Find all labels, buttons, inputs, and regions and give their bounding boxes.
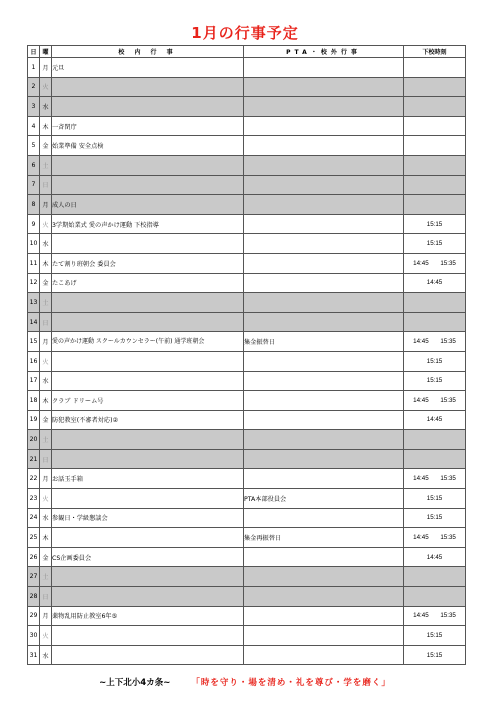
day-cell: 3: [28, 97, 40, 117]
school-event-cell: [52, 351, 244, 371]
weekday-cell: 日: [40, 175, 52, 195]
day-cell: 19: [28, 410, 40, 430]
day-cell: 15: [28, 332, 40, 352]
weekday-cell: 金: [40, 273, 52, 293]
weekday-column-header: 曜: [40, 46, 52, 58]
table-row: [28, 77, 466, 97]
dismissal-time-cell: [404, 77, 466, 97]
dismissal-time-cell: [404, 449, 466, 469]
school-event-cell: [52, 77, 244, 97]
table-row: [28, 371, 466, 391]
table-row: [28, 449, 466, 469]
dismissal-time-cell: 15:15: [404, 371, 466, 391]
pta-event-cell: [244, 116, 404, 136]
dismissal-time-cell: [404, 587, 466, 607]
table-row: [28, 97, 466, 117]
table-row: [28, 332, 466, 352]
dismissal-time-cell: [404, 58, 466, 78]
weekday-cell: 月: [40, 58, 52, 78]
day-cell: 8: [28, 195, 40, 215]
table-row: [28, 547, 466, 567]
table-row: [28, 155, 466, 175]
pta-event-cell: [244, 430, 404, 450]
dismissal-time-cell: 15:15: [404, 234, 466, 254]
school-event-cell: [52, 312, 244, 332]
school-event-cell: 一斉閉庁: [52, 116, 244, 136]
pta-event-cell: [244, 312, 404, 332]
school-event-cell: 愛の声かけ運動 スクールカウンセラー(午前) 通学班朝会: [52, 332, 244, 352]
day-cell: 31: [28, 645, 40, 665]
table-row: [28, 58, 466, 78]
day-cell: 1: [28, 58, 40, 78]
weekday-cell: 月: [40, 469, 52, 489]
pta-event-cell: [244, 155, 404, 175]
weekday-cell: 月: [40, 606, 52, 626]
school-event-cell: [52, 430, 244, 450]
school-events-column-header: 校 内 行 事: [52, 46, 244, 58]
table-row: [28, 469, 466, 489]
school-event-cell: たこあげ: [52, 273, 244, 293]
weekday-cell: 火: [40, 626, 52, 646]
table-row: [28, 528, 466, 548]
weekday-cell: 日: [40, 587, 52, 607]
school-event-cell: CS企画委員会: [52, 547, 244, 567]
dismissal-time-cell: 15:15: [404, 626, 466, 646]
weekday-cell: 火: [40, 214, 52, 234]
pta-event-cell: [244, 469, 404, 489]
weekday-cell: 土: [40, 430, 52, 450]
weekday-cell: 月: [40, 195, 52, 215]
day-cell: 20: [28, 430, 40, 450]
school-event-cell: たて割り班朝会 委員会: [52, 253, 244, 273]
dismissal-time-cell: 15:15: [404, 214, 466, 234]
pta-event-cell: [244, 410, 404, 430]
school-creed-title: ~上下北小4カ条~: [99, 678, 171, 688]
school-event-cell: [52, 567, 244, 587]
table-row: [28, 606, 466, 626]
pta-event-cell: [244, 645, 404, 665]
day-cell: 13: [28, 293, 40, 313]
dismissal-time-column-header: 下校時刻: [404, 46, 466, 58]
weekday-cell: 土: [40, 567, 52, 587]
pta-event-cell: [244, 175, 404, 195]
table-row: [28, 136, 466, 156]
day-cell: 27: [28, 567, 40, 587]
table-row: [28, 645, 466, 665]
calendar-body: [28, 58, 466, 665]
dismissal-time-cell: [404, 293, 466, 313]
day-cell: 24: [28, 508, 40, 528]
dismissal-time-cell: 14:45: [404, 273, 466, 293]
table-row: [28, 391, 466, 411]
pta-event-cell: [244, 77, 404, 97]
day-cell: 17: [28, 371, 40, 391]
day-cell: 12: [28, 273, 40, 293]
pta-event-cell: [244, 587, 404, 607]
pta-event-cell: [244, 626, 404, 646]
day-cell: 16: [28, 351, 40, 371]
pta-event-cell: [244, 293, 404, 313]
day-cell: 11: [28, 253, 40, 273]
weekday-cell: 水: [40, 97, 52, 117]
pta-event-cell: [244, 136, 404, 156]
day-cell: 5: [28, 136, 40, 156]
weekday-cell: 金: [40, 547, 52, 567]
weekday-cell: 木: [40, 253, 52, 273]
school-event-cell: 防犯教室(不審者対応)②: [52, 410, 244, 430]
school-event-cell: 参観日・学級懇談会: [52, 508, 244, 528]
weekday-cell: 木: [40, 391, 52, 411]
school-event-cell: 始業準備 安全点検: [52, 136, 244, 156]
dismissal-time-cell: 14:45 15:35: [404, 528, 466, 548]
day-cell: 10: [28, 234, 40, 254]
table-row: [28, 410, 466, 430]
day-cell: 26: [28, 547, 40, 567]
dismissal-time-cell: [404, 97, 466, 117]
school-event-cell: [52, 626, 244, 646]
school-motto: 「時を守り・場を清め・礼を尊び・学を磨く」: [191, 678, 391, 688]
table-row: [28, 312, 466, 332]
weekday-cell: 日: [40, 312, 52, 332]
dismissal-time-cell: [404, 136, 466, 156]
school-event-cell: [52, 371, 244, 391]
day-cell: 29: [28, 606, 40, 626]
footer: [0, 676, 490, 688]
pta-event-cell: 集金振替日: [244, 332, 404, 352]
weekday-cell: 金: [40, 410, 52, 430]
weekday-cell: 月: [40, 332, 52, 352]
school-event-cell: [52, 449, 244, 469]
pta-event-cell: [244, 58, 404, 78]
dismissal-time-cell: 15:15: [404, 351, 466, 371]
day-cell: 4: [28, 116, 40, 136]
school-event-cell: 3学期始業式 愛の声かけ運動 下校指導: [52, 214, 244, 234]
school-event-cell: [52, 587, 244, 607]
table-row: [28, 175, 466, 195]
weekday-cell: 水: [40, 508, 52, 528]
day-cell: 21: [28, 449, 40, 469]
table-row: [28, 489, 466, 509]
day-cell: 9: [28, 214, 40, 234]
school-event-cell: お話玉手箱: [52, 469, 244, 489]
pta-event-cell: [244, 273, 404, 293]
dismissal-time-cell: 15:15: [404, 645, 466, 665]
table-row: [28, 195, 466, 215]
table-row: [28, 116, 466, 136]
pta-event-cell: [244, 253, 404, 273]
day-cell: 2: [28, 77, 40, 97]
table-row: [28, 587, 466, 607]
table-row: [28, 351, 466, 371]
weekday-cell: 水: [40, 234, 52, 254]
dismissal-time-cell: [404, 430, 466, 450]
weekday-cell: 日: [40, 449, 52, 469]
dismissal-time-cell: [404, 175, 466, 195]
pta-event-cell: 集金再振替日: [244, 528, 404, 548]
table-row: [28, 508, 466, 528]
table-header-row: [28, 46, 466, 58]
dismissal-time-cell: 14:45 15:35: [404, 253, 466, 273]
pta-event-cell: [244, 449, 404, 469]
weekday-cell: 火: [40, 351, 52, 371]
pta-event-cell: [244, 606, 404, 626]
dismissal-time-cell: 14:45 15:35: [404, 606, 466, 626]
day-cell: 14: [28, 312, 40, 332]
pta-event-cell: [244, 214, 404, 234]
school-event-cell: [52, 645, 244, 665]
pta-events-column-header: PTA・校外行事: [244, 46, 404, 58]
day-cell: 25: [28, 528, 40, 548]
pta-event-cell: [244, 508, 404, 528]
dismissal-time-cell: [404, 312, 466, 332]
school-event-cell: 元旦: [52, 58, 244, 78]
day-cell: 22: [28, 469, 40, 489]
day-cell: 28: [28, 587, 40, 607]
pta-event-cell: PTA本部役員会: [244, 489, 404, 509]
pta-event-cell: [244, 391, 404, 411]
weekday-cell: 木: [40, 116, 52, 136]
day-column-header: 日: [28, 46, 40, 58]
table-row: [28, 273, 466, 293]
table-row: [28, 430, 466, 450]
weekday-cell: 土: [40, 293, 52, 313]
dismissal-time-cell: 15:15: [404, 489, 466, 509]
day-cell: 7: [28, 175, 40, 195]
dismissal-time-cell: [404, 195, 466, 215]
weekday-cell: 土: [40, 155, 52, 175]
pta-event-cell: [244, 547, 404, 567]
pta-event-cell: [244, 567, 404, 587]
table-row: [28, 214, 466, 234]
day-cell: 6: [28, 155, 40, 175]
table-row: [28, 253, 466, 273]
pta-event-cell: [244, 195, 404, 215]
event-calendar-table: [27, 45, 466, 665]
school-event-cell: [52, 293, 244, 313]
pta-event-cell: [244, 351, 404, 371]
school-event-cell: [52, 97, 244, 117]
school-event-cell: 薬物乱用防止教室6年⑤: [52, 606, 244, 626]
pta-event-cell: [244, 97, 404, 117]
weekday-cell: 金: [40, 136, 52, 156]
dismissal-time-cell: [404, 567, 466, 587]
weekday-cell: 火: [40, 77, 52, 97]
pta-event-cell: [244, 371, 404, 391]
school-event-cell: [52, 528, 244, 548]
weekday-cell: 水: [40, 645, 52, 665]
day-cell: 23: [28, 489, 40, 509]
weekday-cell: 水: [40, 371, 52, 391]
dismissal-time-cell: 14:45 15:35: [404, 332, 466, 352]
school-event-cell: [52, 234, 244, 254]
day-cell: 18: [28, 391, 40, 411]
dismissal-time-cell: 14:45 15:35: [404, 469, 466, 489]
school-event-cell: [52, 489, 244, 509]
dismissal-time-cell: [404, 116, 466, 136]
dismissal-time-cell: 14:45 15:35: [404, 391, 466, 411]
school-event-cell: [52, 155, 244, 175]
pta-event-cell: [244, 234, 404, 254]
school-event-cell: クラブ ドリーム号: [52, 391, 244, 411]
table-row: [28, 234, 466, 254]
page-title: 1月の行事予定: [191, 24, 299, 42]
school-event-cell: 成人の日: [52, 195, 244, 215]
dismissal-time-cell: 15:15: [404, 508, 466, 528]
table-row: [28, 626, 466, 646]
dismissal-time-cell: 14:45: [404, 410, 466, 430]
table-row: [28, 293, 466, 313]
table-row: [28, 567, 466, 587]
day-cell: 30: [28, 626, 40, 646]
weekday-cell: 火: [40, 489, 52, 509]
school-event-cell: [52, 175, 244, 195]
dismissal-time-cell: [404, 155, 466, 175]
dismissal-time-cell: 14:45: [404, 547, 466, 567]
weekday-cell: 木: [40, 528, 52, 548]
